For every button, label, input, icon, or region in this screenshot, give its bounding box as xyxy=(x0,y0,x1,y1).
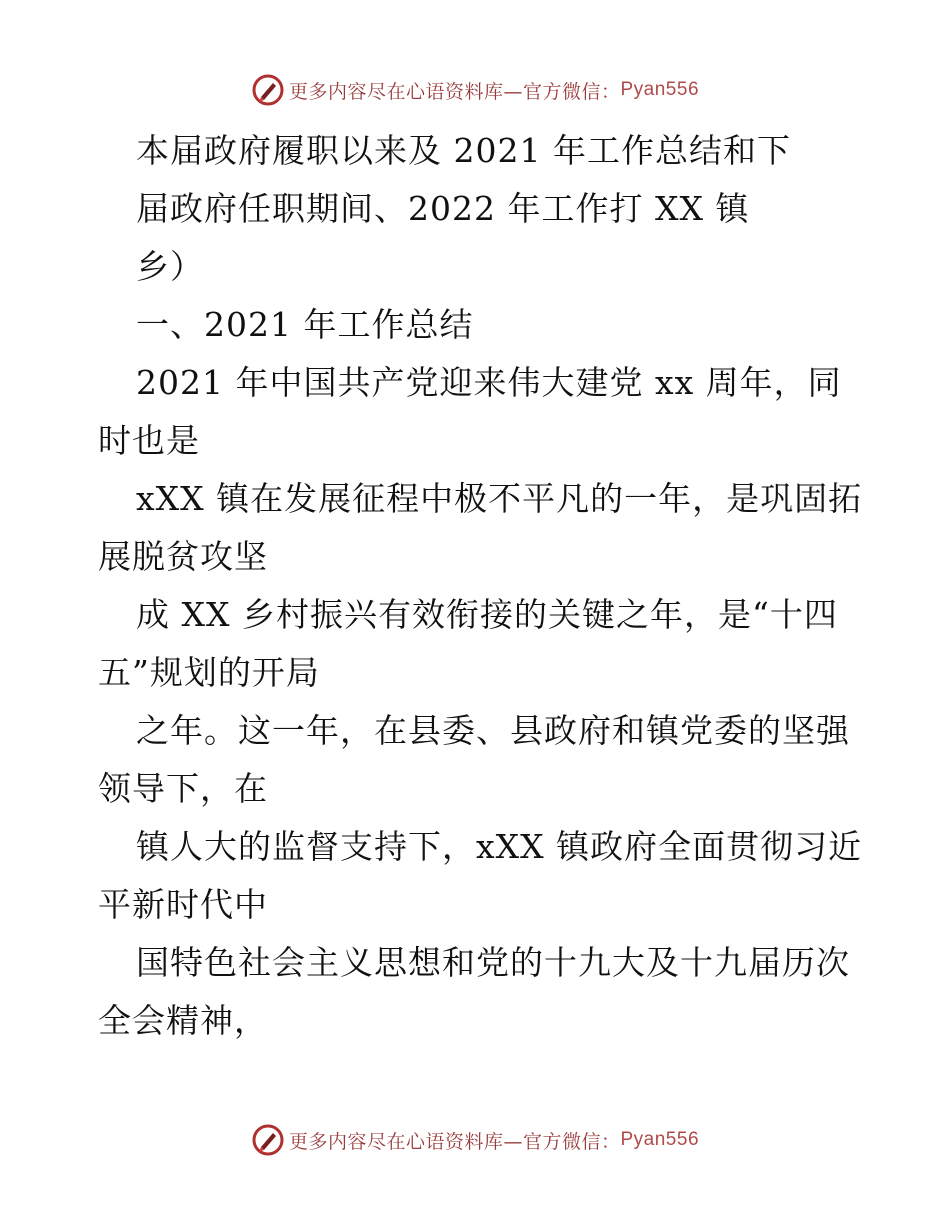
paragraph-line: 展脱贫攻坚 xyxy=(98,537,268,576)
paragraph-line: 之年。这一年，在县委、县政府和镇党委的坚强 xyxy=(136,711,850,750)
watermark-wechat-id: Pyan556 xyxy=(620,79,700,100)
watermark-text: 更多内容尽在心语资料库—官方微信： xyxy=(288,1130,621,1153)
document-body xyxy=(98,122,863,1050)
paragraph-line: 成 XX 乡村振兴有效衔接的关键之年，是“十四 xyxy=(136,595,838,634)
paragraph-line: 全会精神， xyxy=(98,1001,268,1040)
pen-logo-icon xyxy=(251,1123,285,1157)
title-line-1: 本届政府履职以来及 2021 年工作总结和下 xyxy=(136,131,791,170)
section-heading: 一、2021 年工作总结 xyxy=(136,305,474,344)
title-line-3: 乡） xyxy=(136,247,204,286)
paragraph-line: 2021 年中国共产党迎来伟大建党 xx 周年，同 xyxy=(136,363,842,402)
paragraph-line: 领导下，在 xyxy=(98,769,268,808)
watermark-banner-top xyxy=(0,70,950,110)
watermark-text: 更多内容尽在心语资料库—官方微信： xyxy=(288,80,621,103)
pen-logo-icon xyxy=(251,73,285,107)
watermark-banner-bottom xyxy=(0,1120,950,1160)
title-line-2: 届政府任职期间、2022 年工作打 XX 镇 xyxy=(136,189,750,228)
watermark-wechat-id: Pyan556 xyxy=(620,1129,700,1150)
paragraph-line: 国特色社会主义思想和党的十九大及十九届历次 xyxy=(136,943,850,982)
paragraph-line: 平新时代中 xyxy=(98,885,268,924)
paragraph-line: 时也是 xyxy=(98,421,200,460)
paragraph-line: 五”规划的开局 xyxy=(98,653,320,692)
paragraph-line: xXX 镇在发展征程中极不平凡的一年，是巩固拓 xyxy=(136,479,863,518)
paragraph-line: 镇人大的监督支持下，xXX 镇政府全面贯彻习近 xyxy=(136,827,863,866)
